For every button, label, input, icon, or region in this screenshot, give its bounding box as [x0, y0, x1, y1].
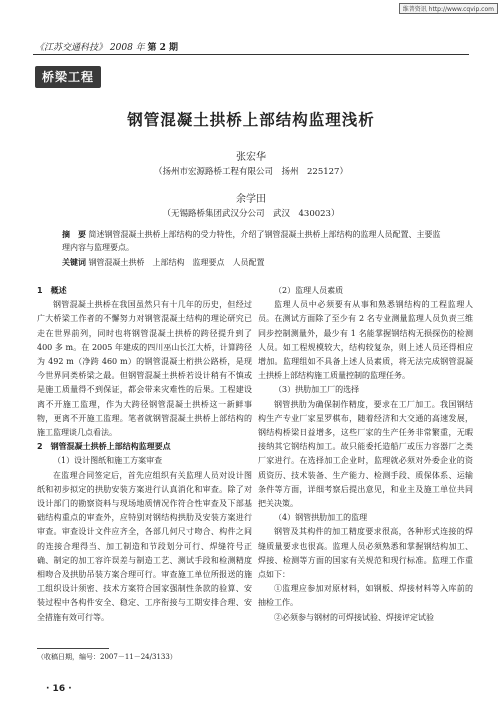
body-column-left — [37, 284, 252, 625]
page-number: · 16 · — [46, 684, 72, 694]
subsection-heading: （4）钢管拱肋加工的监理 — [274, 513, 368, 523]
keywords-text: 钢管混凝土拱桥 上部结构 监理要点 人员配置 — [88, 258, 265, 267]
author-1-affiliation: （扬州市宏源路桥工程有限公司 扬州 225127） — [154, 167, 348, 177]
journal-name: 《江苏交通科技》 — [35, 43, 108, 53]
paragraph: 在监理合同签定后，首先应组织有关监理人员对设计图纸和初步拟定的拱肋安装方案进行认真消化和审查。除了对设计部门的勘察资料与现场地质情况作符合性审查及下部基础结构重点的审查外，应特别对钢结构拱肋及安装方案进行审查。审查设计文件应齐全，各部几何尺寸吻合、构件之间的连接合理得当、加工制造和节段划分可行、焊缝符号正确、制定的加工容许误差与制造工艺、测试手段和检测精度相吻合及拱肋吊装方案合理可行。审查施工单位所报送的施工组织设计须密、技术方案符合国家强制性条款的验算、安装过程中各构件安全、稳定、工序衔接与工期安排合理、安全措施有效可行等。 — [37, 470, 252, 622]
subsection-heading: （1）设计图纸和施工方案审查 — [53, 456, 163, 466]
paragraph: 钢管拱肋为确保制作精度，要求在工厂加工。我国钢结构生产专业厂家星罗棋布，随着经济和大交通的高速发展，钢结构桥梁日益增多，这些厂家的生产任务非常繁重，无暇接纳其它钢结构加工。故只能委托造船厂或压力容器厂之类厂家进行。在选择加工企业时，监理就必须对外委企业的资质资历、技术装备、生产能力、检测手段、质保体系、运输条件等方面，详细考察后提出意见，和业主及施工单位共同把关决策。 — [258, 399, 473, 509]
header-rule — [33, 54, 469, 55]
author-1-name: 张宏华 — [236, 152, 266, 163]
source-watermark: 维普资讯 http://www.cqvip.com — [399, 3, 498, 14]
section-tag: 桥梁工程 — [35, 66, 101, 88]
abstract-label: 摘 要 — [62, 230, 86, 239]
abstract — [62, 228, 442, 254]
journal-issue: 第 2 期 — [147, 43, 179, 53]
paragraph: ①监理应参加对原材料，如钢板、焊接材料等入库前的抽检工作。 — [258, 584, 473, 608]
footnote: （收稿日期，编号：2007－11－24/3133） — [37, 653, 177, 661]
section-heading: 2 钢管混凝土拱桥上部结构监理要点 — [37, 442, 171, 452]
section-heading: 1 概述 — [37, 286, 67, 295]
journal-year: 2008 年 — [109, 43, 145, 53]
paragraph: 监理人员中必须要有从事和熟悉钢结构的工程监理人员。在测试方面除了至少有 2 名专业测量监理人员负责三维同步控制测量外，最少有 1 名能掌握钢结构无损探伤的检测人员。如工程规模较大，结构较复杂，则上述人员还得相应增加。监理组如不具备上述人员素质，将无法完成钢管混凝土拱桥上部结构施工质量控制的监理任务。 — [258, 300, 473, 381]
body-column-right — [258, 284, 473, 625]
author-2-affiliation: （无锡路桥集团武汉分公司 武汉 430023） — [162, 209, 340, 219]
journal-header — [35, 40, 178, 53]
paragraph: ②必须参与钢材的可焊接试验、焊接评定试验 — [274, 612, 434, 622]
subsection-heading: （2）监理人员素质 — [274, 286, 344, 295]
footnote-rule — [37, 648, 109, 649]
keywords — [62, 256, 442, 269]
keywords-label: 关键词 — [62, 258, 86, 267]
paragraph: 钢管混凝土拱桥在我国虽然只有十几年的历史，但经过广大桥梁工作者的不懈努力对钢管混凝土结构的理论研究已走在世界前列，同时也将钢管混凝土拱桥的跨径提升到了 400 多 m。在 2005 年建成的四川巫山长江大桥，计算跨径为 492 m（净跨 460 m）的钢管混凝土桁拱公路桥，是现今世界同类桥梁之最。但钢管混凝土拱桥若设计稍有不慎或是施工质量得不到保证，都会带来灾难性的后果。工程建设离不开施工监理，作为大跨径钢管混凝土拱桥这一新鲜事物，更离不开施工监理。笔者就钢管混凝土拱桥上部结构的施工监理谈几点看法。 — [37, 300, 252, 438]
subsection-heading: （3）拱肋加工厂的选择 — [274, 385, 360, 395]
article-title: 钢管混凝土拱桥上部结构监理浅析 — [127, 111, 375, 129]
author-2-name: 余学田 — [236, 194, 266, 205]
abstract-text: 简述钢管混凝土拱桥上部结构的受力特性，介绍了钢管混凝土拱桥上部结构的监理人员配置、主要监理内容与监理要点。 — [62, 230, 441, 252]
paragraph: 钢管及其构件的加工精度要求很高，各种形式连接的焊缝质量要求也很高。监理人员必须熟悉和掌握钢结构加工、焊接、检测等方面的国家有关规范和现行标准。监理工作重点如下： — [258, 527, 473, 580]
